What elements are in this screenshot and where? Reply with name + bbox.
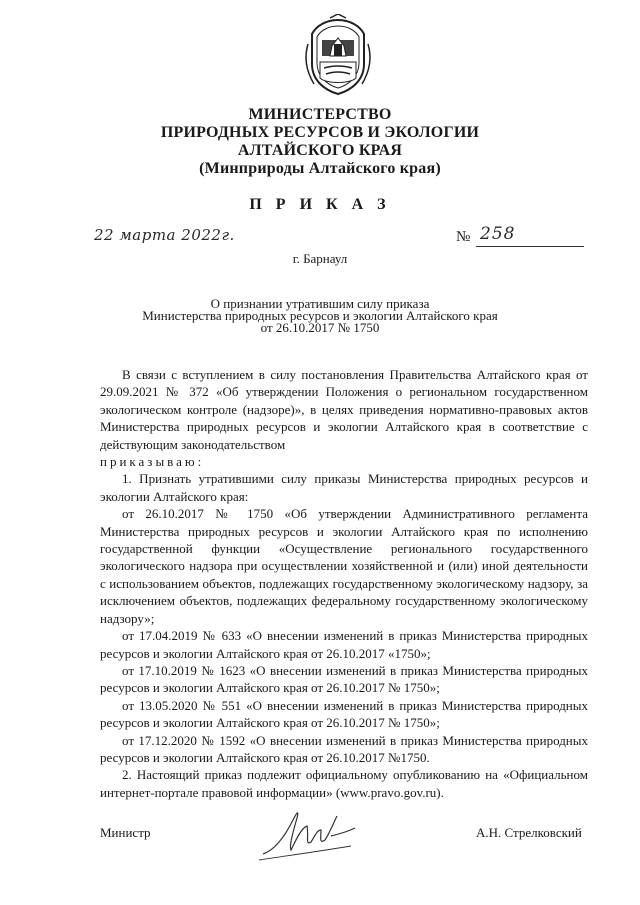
order-word: приказываю: [100, 454, 205, 470]
item-1: 1. Признать утратившими силу приказы Министерства природных ресурсов и экологии Алтайского края: [100, 471, 588, 504]
ministry-short-name: (Минприроды Алтайского края) [199, 160, 441, 177]
item-2: 2. Настоящий приказ подлежит официальному опубликованию на «Официальном интернет-портале правовой информации» (www.pravo.gov.ru). [100, 767, 588, 800]
coat-of-arms-icon [300, 14, 376, 98]
signatory-title: Министр [100, 825, 151, 840]
handwritten-signature [255, 806, 365, 862]
ministry-title-line3: АЛТАЙСКОГО КРАЯ [237, 142, 403, 159]
number-underline [476, 246, 584, 247]
document-type: П Р И К А З [249, 196, 391, 213]
subject-line2: Министерства природных ресурсов и экологии Алтайского края [142, 308, 498, 323]
item-1e: от 17.12.2020 № 1592 «О внесении изменений в приказ Министерства природных ресурсов и экологии Алтайского края от 26.10.2017 №1750. [100, 732, 588, 765]
city: г. Барнаул [292, 251, 348, 266]
handwritten-date: 22 марта 2022г. [94, 226, 235, 244]
signatory-name: А.Н. Стрелковский [476, 825, 582, 840]
item-1c: от 17.10.2019 № 1623 «О внесении изменений в приказ Министерства природных ресурсов и экологии Алтайского края от 26.10.2017 № 1750»; [100, 662, 588, 696]
item-1a: от 26.10.2017 № 1750 «Об утверждении Административного регламента Министерства природных ресурсов и экологии Алтайского края по исполнению государственной функции «Осуществление регионального государственного экологического надзора при осуществлении хозяйственной и (или) иной деятельности с использованием объектов, подлежащих государственному экологическому надзору, за исключением объектов, подлежащих федеральному государственному экологическому надзору»; [100, 506, 588, 626]
ministry-title-line2: ПРИРОДНЫХ РЕСУРСОВ И ЭКОЛОГИИ [160, 124, 480, 141]
item-1b: от 17.04.2019 № 633 «О внесении изменений в приказ Министерства природных ресурсов и экологии Алтайского края от 26.10.2017 «1750»; [100, 628, 588, 661]
ministry-title-line1: МИНИСТЕРСТВО [248, 106, 392, 123]
item-1d: от 13.05.2020 № 551 «О внесении изменений в приказ Министерства природных ресурсов и экологии Алтайского края от 26.10.2017 № 1750»; [100, 697, 588, 731]
order-body [100, 366, 588, 801]
subject-line1: О признании утратившим силу приказа [210, 296, 430, 311]
number-label: № [456, 229, 471, 245]
preamble-paragraph: В связи с вступлением в силу постановления Правительства Алтайского края от 29.09.2021 № 372 «Об утверждении Положения о региональном государственном экологическом контроле (надзоре)», в целях приведения нормативно-правовых актов Министерства природных ресурсов и экологии Алтайского края в соответствие с действующим законодательством [100, 367, 588, 452]
handwritten-number: 258 [480, 224, 516, 244]
subject-line3: от 26.10.2017 № 1750 [260, 320, 380, 335]
